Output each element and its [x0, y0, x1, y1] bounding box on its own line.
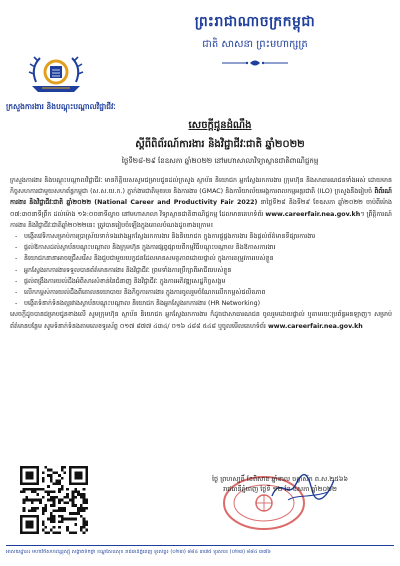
list-item: - បង្កើតទំនាក់ទំនងល្អរវាងស្ថាប័នបណ្តុះបណ្តាល និយោជក និងអ្នកស្វែងរកការងារ (HR Networking) [10, 298, 392, 309]
list-item: - និយោជកនានាអាចជ្រើសរើស និងជួបជាមួយបេក្ខជនដែលមានសមត្ថភាពដោយផ្ទាល់ ក្នុងការតម្រូវការរបស់ខ្លួន [10, 253, 392, 264]
kingdom-title: ព្រះរាជាណាចក្រកម្ពុជា [194, 14, 316, 30]
ornament-divider-icon [220, 59, 290, 67]
event-title: ស្តីពីពិព័រណ៍ការងារ និងវិជ្ជាជីវៈជាតិ ឆ្នាំ២០២២ [135, 139, 305, 150]
qr-code-icon[interactable] [20, 466, 88, 534]
list-item: - ផ្តល់ពង្រឹងការយល់ដឹងអំពីសារសំខាន់នៃជំនាញ និងវិជ្ជាជីវៈ ក្នុងការអភិវឌ្ឍសេដ្ឋកិច្ចសង្គម [10, 276, 392, 287]
ministry-emblem-icon [22, 52, 90, 100]
objectives-list [10, 231, 392, 309]
event-name-bold: ពិព័រណ៍ការងារ និងវិជ្ជាជីវៈជាតិ ឆ្នាំ២០២២ [10, 188, 392, 207]
event-dates: ថ្ងៃទី២៨-២៩ ខែឧសភា ឆ្នាំ២០២២ នៅមហាសាលាវិទ្យាស្ថានជាតិពាណិជ្ជកម្ម [121, 157, 319, 165]
website-link[interactable]: www.careerfair.nea.gov.kh [265, 210, 361, 218]
signature-block [170, 474, 390, 494]
notice-body [10, 175, 392, 332]
notice-heading: សេចក្តីជូនដំណឹង [188, 120, 252, 131]
footer-address: អាសយដ្ឋាន៖ មហាវិថីសហព័ន្ធរុស្ស៊ី សង្កាត់ទឹកថ្លា ខណ្ឌសែនសុខ រាជធានីភ្នំពេញ ទូរស័ព្ទ៖ (០២៣) ៨៨៤ ៣៧៥ ទូរសារ៖ (០២៣) ៨៨៤ ៣៧៦ [6, 549, 271, 555]
footer-divider [6, 545, 394, 546]
list-item: - បង្កើតវេទិកាសម្រាប់ការប្រាស្រ័យទាក់ទងរវាងអ្នកស្វែងរកការងារ និងនិយោជក ក្នុងការផ្គូផ្គងការងារ និងផ្តល់ព័ត៌មានទីផ្សារការងារ [10, 231, 392, 242]
lunar-date-line: ថ្ងៃ ព្រហស្បតិ៍ ខែពិសាខ ឆ្នាំខាល ចត្វាស័ក ព.ស.២៥៦៦ [211, 475, 349, 483]
ministry-name: ក្រសួងការងារ និងបណ្តុះបណ្តាលវិជ្ជាជីវៈ [6, 102, 116, 111]
list-item: - ផ្តល់ឱកាសដល់ស្ថាប័នបណ្តុះបណ្តាល និងក្រុមហ៊ុន ក្នុងការផ្សព្វផ្សាយពីកម្មវិធីបណ្តុះបណ្តាល និងឱកាសការងារ [10, 242, 392, 253]
kingdom-header [120, 12, 390, 71]
list-item: - អ្នកស្វែងរកការងារទទួលបានព័ត៌មានការងារ និងវិជ្ជាជីវៈ ព្រមទាំងការប្រឹក្សាពីអាជីពរបស់ខ្លួន [10, 265, 392, 276]
closing-website-link[interactable]: www.careerfair.nea.gov.kh [267, 322, 363, 330]
notice-titles [70, 118, 370, 167]
list-item: - លើកកម្ពស់ការយល់ដឹងពីគោលនយោបាយ និងកិច្ចការការងារ ក្នុងការចូលរួមចំណែកលើកកម្ពស់ផលិតភាព [10, 287, 392, 298]
national-motto: ជាតិ សាសនា ព្រះមហាក្សត្រ [202, 39, 308, 50]
closing-paragraph: សេចក្តីដូចបានជម្រាបជូនខាងលើ សូមក្រុមហ៊ុន ស្ថាប័ន និយោជក អ្នកស្វែងរកការងារ ក៏ដូចជាសាធារណជន ចូលរួមដោយផ្ទាល់ ឬតាមរយៈប្រព័ន្ធអនឡាញ។ សម្រាប់ព័ត៌មានបន្ថែម សូមទំនាក់ទំនងតាមលេខទូរស័ព្ទ ០១៧ ៨៧៧ ៤៣៤/ ០១៦ ៤៨៨ ៥៤៨ ឬចូលមើលគេហទំព័រ www.careerfair.nea.gov.kh [10, 311, 392, 330]
place-date-line: រាជធានីភ្នំពេញ ថ្ងៃទី ១២ ខែ ឧសភា ឆ្នាំ២០២២ [223, 485, 337, 493]
intro-paragraph: ក្រសួងការងារ និងបណ្តុះបណ្តាលវិជ្ជាជីវៈ មានកិត្តិយសសូមជម្រាបជូនដល់ក្រសួង ស្ថាប័ន និយោជក អ្នកស្វែងរកការងារ ក្រុមហ៊ុន និងសាធារណជនទាំងអស់ ដោយមានកិច្ចសហការជាមួយសហព័ន្ធកម្ពុជា (ស.ស.យ.ក.) ភ្នាក់ងារជាតិមុខរបរ និងការងារ (GMAC) និងការិយាល័យអង្គការពលកម្មអន្តរជាតិ (ILO) ក្រសួងនឹងរៀបចំ ពិព័រណ៍ការងារ និងវិជ្ជាជីវៈជាតិ ឆ្នាំ២០២២ (National Career and Productivity Fair 2022) នាថ្ងៃទី២៨ និងទី២៩ ខែឧសភា ឆ្នាំ២០២២ ចាប់ពីម៉ោង ០៧:៣០នាទីព្រឹក ដល់ម៉ោង ១៦:០០នាទីល្ងាច នៅមហាសាលា វិទ្យាស្ថានជាតិពាណិជ្ជកម្ម ដែលមានគេហទំព័រ www.careerfair.nea.gov.kh។ ព្រឹត្តិការណ៍ការងារ និងវិជ្ជាជីវៈជាតិឆ្នាំ២០២២នេះ ត្រូវបានរៀបចំឡើងក្នុងគោលបំណងដូចខាងក្រោម៖ [10, 177, 392, 229]
event-name-english: (National Career and Productivity Fair 2022) [94, 199, 258, 207]
